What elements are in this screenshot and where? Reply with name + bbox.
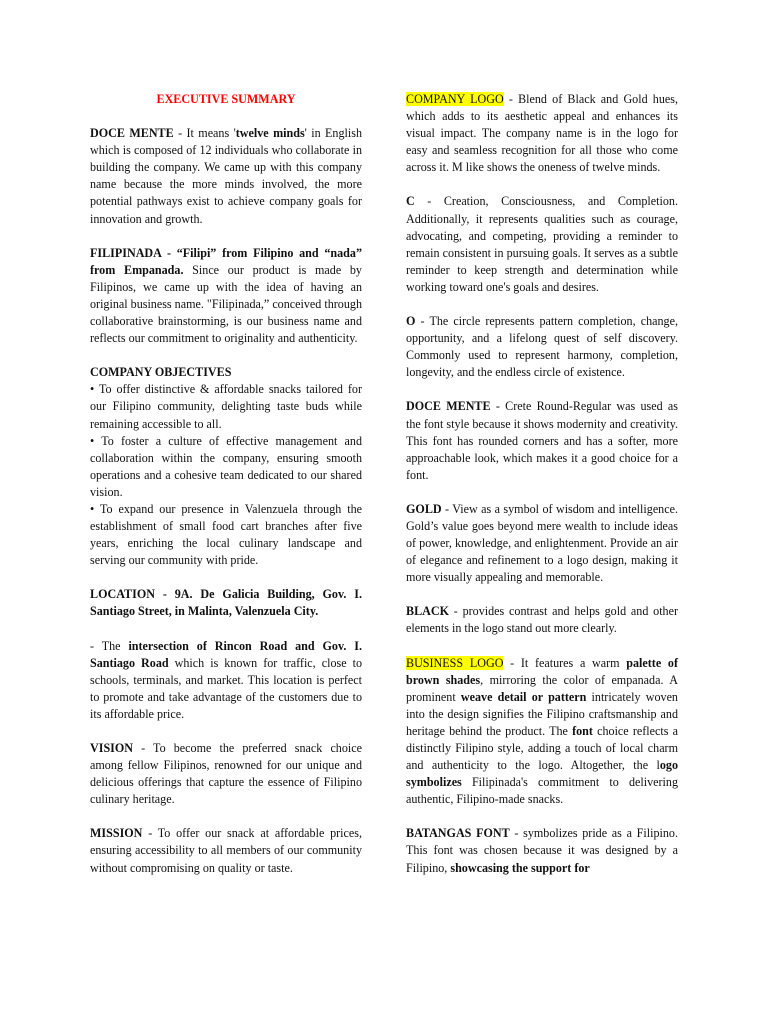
intersection-paragraph: - The intersection of Rincon Road and Gov. I. Santiago Road which is known for traffic, close to schools, terminals, and market. This location is perfect to promote and take advantage of the customers due to its affordable price. xyxy=(90,638,362,721)
gold-term: GOLD xyxy=(406,501,442,516)
vision-paragraph: VISION - To become the preferred snack choice among fellow Filipinos, renowned for our unique and delicious offerings that capture the essence of Filipino culinary heritage. xyxy=(90,741,362,807)
gold-paragraph: GOLD - View as a symbol of wisdom and intelligence. Gold’s value goes beyond mere wealth to include ideas of power, knowledge, and enlightenment. Provide an air of elegance and refinement to a logo design, making it more visually appealing and memorable. xyxy=(406,501,678,585)
right-column xyxy=(406,91,678,894)
location-paragraph: LOCATION - 9A. De Galicia Building, Gov. I. Santiago Street, in Malinta, Valenzuela City. xyxy=(90,587,362,619)
business-logo-term: BUSINESS LOGO xyxy=(406,655,504,670)
mission-paragraph: MISSION - To offer our snack at affordable prices, ensuring accessibility to all members of our community without compromising on quality or taste. xyxy=(90,826,362,875)
o-paragraph: O - The circle represents pattern completion, change, opportunity, and a lifelong quest of self discovery. Commonly used to represent harmony, completion, longevity, and the endless circle of existence. xyxy=(406,314,678,380)
vision-term: VISION xyxy=(90,741,134,755)
batangas-font-paragraph: BATANGAS FONT - symbolizes pride as a Filipino. This font was chosen because it was designed by a Filipino, showcasing the support for xyxy=(406,826,678,875)
objective-item: • To expand our presence in Valenzuela through the establishment of small food cart branches after five years, enriching the local culinary landscape and serving our community with pride. xyxy=(90,501,362,568)
o-term: O xyxy=(406,314,416,329)
doce-mente-font-term: DOCE MENTE xyxy=(406,399,491,414)
doce-mente-term: DOCE MENTE xyxy=(90,126,174,141)
mission-term: MISSION xyxy=(90,826,143,841)
company-logo-paragraph: COMPANY LOGO - Blend of Black and Gold hues, which adds to its aesthetic appeal and enhances its visual impact. The company name is in the logo for easy and seamless recognition for all those who come across it. M like shows the oneness of twelve minds. xyxy=(406,92,678,175)
doce-mente-paragraph: DOCE MENTE - It means 'twelve minds' in English which is composed of 12 individuals who collaborate in building the company. We came up with this company name because the more minds involved, the more potential pathways exist to achieve company goals for innovation and growth. xyxy=(90,126,362,226)
company-logo-term: COMPANY LOGO xyxy=(406,92,504,106)
c-term: C xyxy=(406,194,415,209)
objectives-heading: COMPANY OBJECTIVES xyxy=(90,365,232,380)
company-objectives-section xyxy=(90,364,362,569)
business-logo-paragraph: BUSINESS LOGO - It features a warm palette of brown shades, mirroring the color of empanada. A prominent weave detail or pattern intricately woven into the design signifies the Filipino craftsmanship and heritage behind the product. The font choice reflects a distinctly Filipino style, adding a touch of local charm and authenticity to the logo. Altogether, the logo symbolizes Filipinada's commitment to delivering authentic, Filipino-made snacks. xyxy=(406,655,679,807)
black-paragraph: BLACK - provides contrast and helps gold and other elements in the logo stand out more clearly. xyxy=(406,604,678,636)
filipinada-paragraph: FILIPINADA - “Filipi” from Filipino and “nada” from Empanada. Since our product is made by Filipinos, we came up with the idea of having an original business name. "Filipinada,” conceived through collaborative brainstorming, is our business name and reflects our commitment to originality and authenticity. xyxy=(90,245,362,346)
black-term: BLACK xyxy=(406,604,450,619)
doce-mente-font-paragraph: DOCE MENTE - Crete Round-Regular was used as the font style because it shows modernity and creativity. This font has rounded corners and has a softer, more approachable look, which makes it a good choice for a font. xyxy=(406,399,678,482)
filipinada-term: FILIPINADA - “Filipi” from Filipino and “nada” from Empanada. xyxy=(90,245,362,277)
objective-item: • To offer distinctive & affordable snacks tailored for our Filipino community, delighting taste buds while remaining accessible to all. xyxy=(90,382,362,431)
c-paragraph: C - Creation, Consciousness, and Completion. Additionally, it represents qualities such as courage, advocating, and competing, providing a reminder to remain consistent in pursuing goals. It serves as a subtle reminder to keep strength and determination while working toward one's goals and desires. xyxy=(406,194,678,294)
objective-item: • To foster a culture of effective management and collaboration within the company, ensuring smooth operations and a cohesive team dedicated to our shared vision. xyxy=(90,433,362,499)
batangas-font-term: BATANGAS FONT xyxy=(406,826,510,841)
left-column xyxy=(90,91,362,894)
page-title: EXECUTIVE SUMMARY xyxy=(156,92,296,106)
